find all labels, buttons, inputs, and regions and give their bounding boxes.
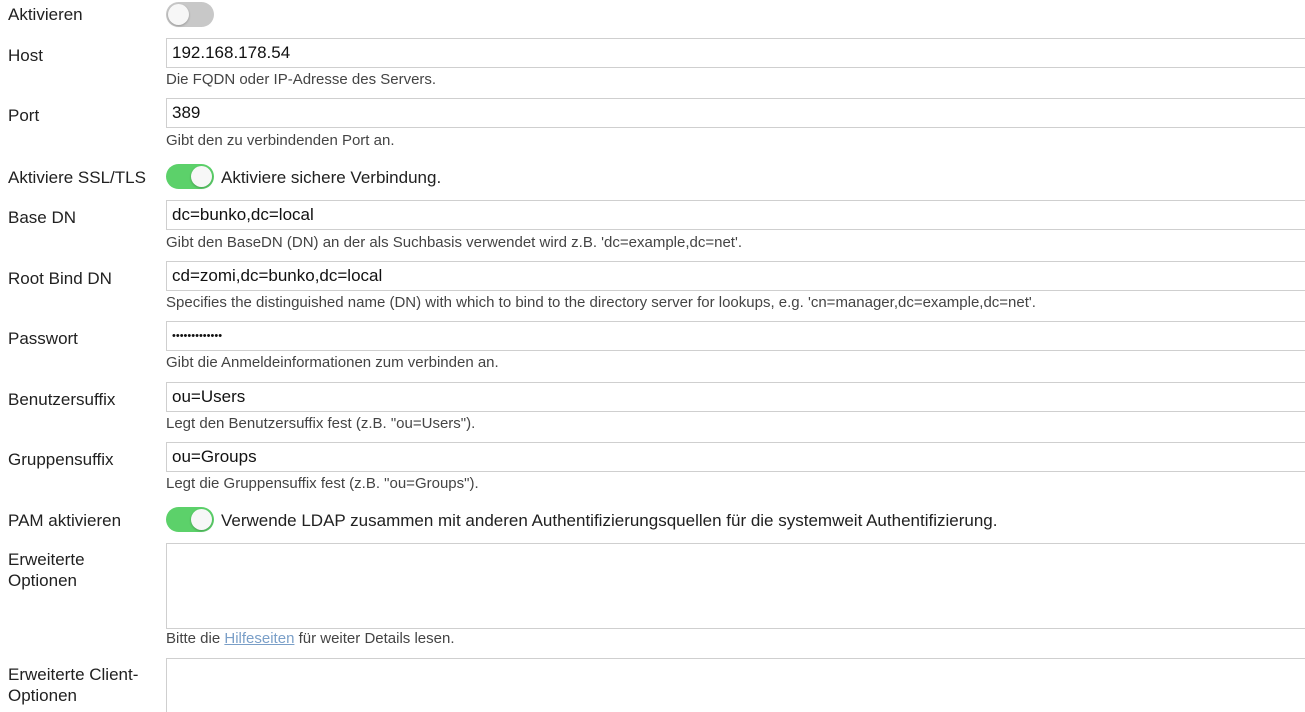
base-dn-help: Gibt den BaseDN (DN) an der als Suchbasis verwendet wird z.B. 'dc=example,dc=net'. [166, 234, 742, 251]
base-dn-input[interactable] [166, 200, 1305, 230]
aktivieren-toggle[interactable] [166, 2, 214, 27]
host-help: Die FQDN oder IP-Adresse des Servers. [166, 71, 437, 88]
erweiterte-client-optionen-label-line1: Erweiterte Client- [8, 665, 139, 684]
toggle-knob [191, 166, 212, 187]
benutzersuffix-label: Benutzersuffix [8, 390, 116, 409]
gruppensuffix-label: Gruppensuffix [8, 450, 114, 469]
benutzersuffix-input[interactable] [166, 382, 1305, 412]
passwort-help: Gibt die Anmeldeinformationen zum verbinden an. [166, 354, 499, 371]
gruppensuffix-help: Legt die Gruppensuffix fest (z.B. "ou=Groups"). [166, 475, 479, 492]
host-input[interactable] [166, 38, 1305, 68]
root-bind-dn-label: Root Bind DN [8, 269, 112, 288]
erweiterte-optionen-label [8, 549, 85, 591]
pam-label: PAM aktivieren [8, 511, 122, 530]
help-prefix: Bitte die [166, 630, 225, 647]
ssl-toggle[interactable] [166, 164, 214, 189]
erweiterte-optionen-textarea[interactable] [166, 543, 1305, 629]
passwort-label: Passwort [8, 329, 78, 348]
toggle-knob [191, 509, 212, 530]
erweiterte-optionen-label-line2: Optionen [8, 571, 77, 590]
pam-toggle-text: Verwende LDAP zusammen mit anderen Authentifizierungsquellen für die systemweit Authentifizierung. [221, 511, 998, 530]
host-label: Host [8, 46, 43, 65]
aktivieren-label: Aktivieren [8, 5, 83, 24]
ssl-toggle-text: Aktiviere sichere Verbindung. [221, 168, 442, 187]
toggle-knob [168, 4, 189, 25]
hilfeseiten-link[interactable]: Hilfeseiten [224, 630, 295, 647]
root-bind-dn-input[interactable] [166, 261, 1305, 291]
erweiterte-client-optionen-label [8, 664, 138, 706]
erweiterte-client-optionen-label-line2: Optionen [8, 686, 77, 705]
erweiterte-client-optionen-textarea[interactable] [166, 658, 1305, 712]
help-suffix: für weiter Details lesen. [294, 630, 455, 647]
benutzersuffix-help: Legt den Benutzersuffix fest (z.B. "ou=Users"). [166, 415, 476, 432]
pam-toggle[interactable] [166, 507, 214, 532]
erweiterte-optionen-label-line1: Erweiterte [8, 550, 85, 569]
port-label: Port [8, 106, 40, 125]
erweiterte-optionen-help [166, 630, 455, 648]
gruppensuffix-input[interactable] [166, 442, 1305, 472]
port-input[interactable] [166, 98, 1305, 128]
ssl-label: Aktiviere SSL/TLS [8, 168, 146, 187]
root-bind-dn-help: Specifies the distinguished name (DN) with which to bind to the directory server for lookups, e.g. 'cn=manager,dc=example,dc=net'. [166, 294, 1036, 311]
base-dn-label: Base DN [8, 208, 77, 227]
passwort-input[interactable] [166, 321, 1305, 351]
port-help: Gibt den zu verbindenden Port an. [166, 132, 395, 149]
